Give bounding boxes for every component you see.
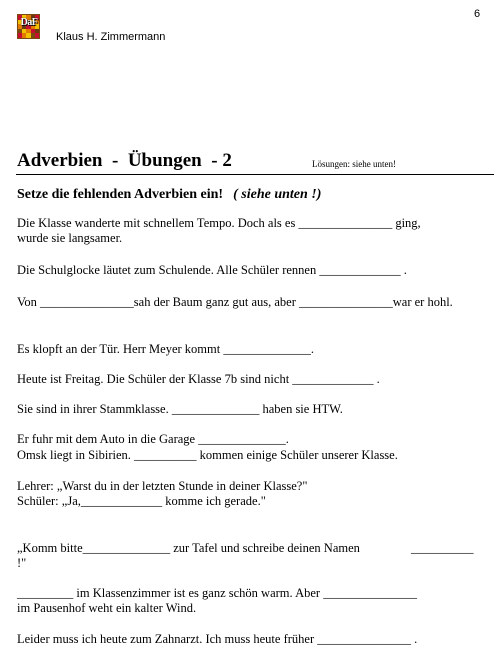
instruction-text: Setze die fehlenden Adverbien ein!: [17, 187, 224, 202]
solutions-note: Lösungen: siehe unten!: [312, 159, 396, 169]
exercise-line: _________ im Klassenzimmer ist es ganz schön warm. Aber _______________: [17, 586, 417, 600]
page-number: 6: [474, 8, 481, 20]
exercise-line: Omsk liegt in Sibirien. __________ kommen einige Schüler unserer Klasse.: [17, 448, 398, 462]
exercise-line: Leider muss ich heute zum Zahnarzt. Ich muss heute früher _______________ .: [17, 632, 418, 646]
exercise-line: wurde sie langsamer.: [17, 231, 123, 245]
exercise-line: Es klopft an der Tür. Herr Meyer kommt ______________.: [17, 342, 314, 356]
instruction: [17, 187, 321, 203]
exercise-line: Er fuhr mit dem Auto in die Garage ______________.: [17, 432, 289, 446]
instruction-hint: ( siehe unten !): [233, 187, 322, 202]
logo-text: DaF: [20, 17, 38, 28]
exercise-line: Schüler: „Ja,_____________ komme ich gerade.": [17, 494, 266, 508]
exercise-line: __________: [411, 541, 474, 555]
exercise-line: Lehrer: „Warst du in der letzten Stunde in deiner Klasse?": [17, 479, 308, 493]
exercise-line: Sie sind in ihrer Stammklasse. ______________ haben sie HTW.: [17, 402, 343, 416]
title-divider: [16, 174, 494, 175]
page-title: Adverbien - Übungen - 2: [17, 150, 232, 171]
exercise-line: Von _______________sah der Baum ganz gut aus, aber _______________war er hohl.: [17, 295, 453, 309]
exercise-line: Die Klasse wanderte mit schnellem Tempo. Doch als es _______________ ging,: [17, 216, 421, 230]
exercise-line: „Komm bitte______________ zur Tafel und schreibe deinen Namen: [17, 541, 360, 555]
exercise-line: !": [17, 556, 27, 570]
exercise-line: im Pausenhof weht ein kalter Wind.: [17, 601, 197, 615]
author-name: Klaus H. Zimmermann: [56, 31, 166, 43]
exercise-line: Heute ist Freitag. Die Schüler der Klasse 7b sind nicht _____________ .: [17, 372, 380, 386]
exercise-line: Die Schulglocke läutet zum Schulende. Alle Schüler rennen _____________ .: [17, 263, 407, 277]
